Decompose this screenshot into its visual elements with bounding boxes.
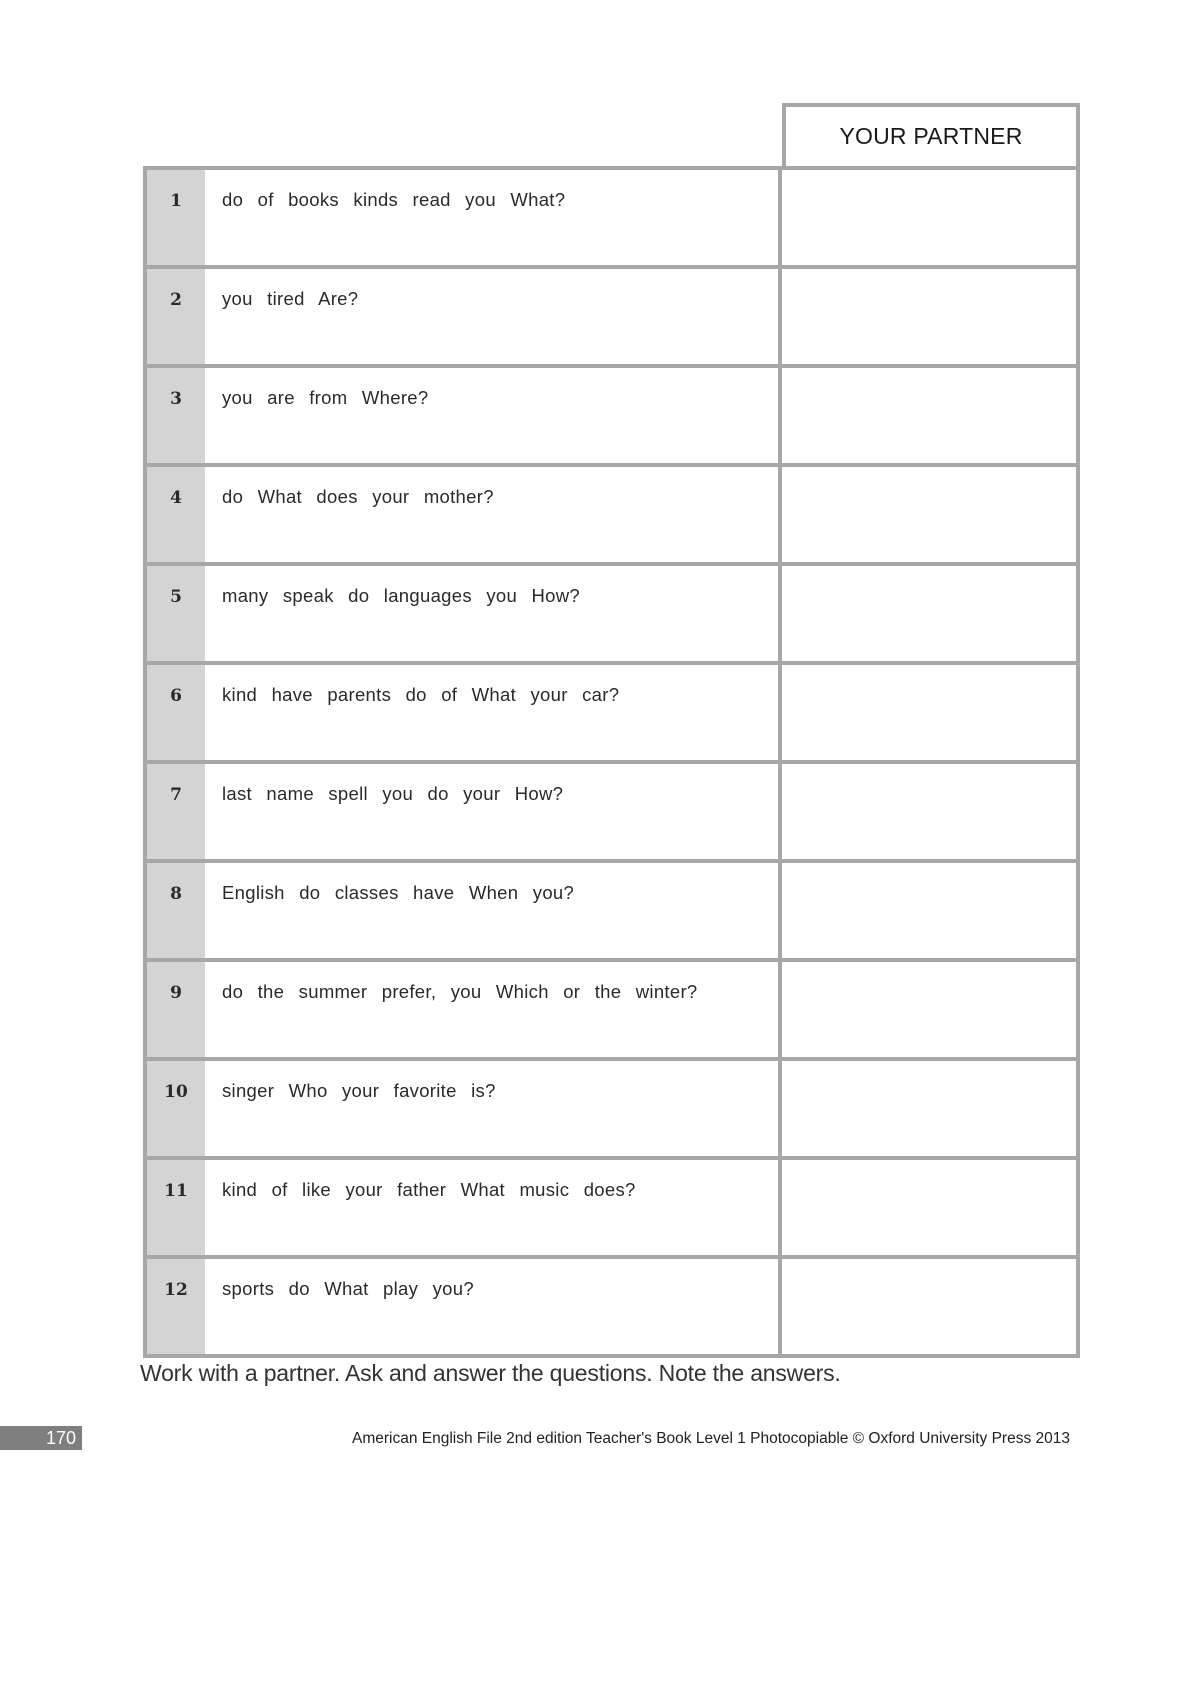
partner-answer-cell[interactable] <box>782 1259 1076 1354</box>
question-number: 12 <box>147 1259 205 1354</box>
scrambled-question-text: you tired Are? <box>205 269 782 364</box>
footer-credit: American English File 2nd edition Teacher's Book Level 1 Photocopiable © Oxford University Press 2013 <box>351 1430 1070 1447</box>
scrambled-question-text: English do classes have When you? <box>205 863 782 958</box>
partner-answer-cell[interactable] <box>782 170 1076 265</box>
question-row-7 <box>147 764 1076 863</box>
question-number: 11 <box>147 1160 205 1255</box>
question-number: 1 <box>147 170 205 265</box>
scrambled-question-text: kind have parents do of What your car? <box>205 665 782 760</box>
scrambled-question-text: do What does your mother? <box>205 467 782 562</box>
question-row-11 <box>147 1160 1076 1259</box>
partner-answer-cell[interactable] <box>782 665 1076 760</box>
question-row-2 <box>147 269 1076 368</box>
question-row-3 <box>147 368 1076 467</box>
partner-answer-cell[interactable] <box>782 863 1076 958</box>
partner-answer-cell[interactable] <box>782 764 1076 859</box>
question-row-12 <box>147 1259 1076 1358</box>
question-row-6 <box>147 665 1076 764</box>
partner-answer-cell[interactable] <box>782 269 1076 364</box>
scrambled-question-text: you are from Where? <box>205 368 782 463</box>
question-number: 7 <box>147 764 205 859</box>
question-number: 10 <box>147 1061 205 1156</box>
question-number: 3 <box>147 368 205 463</box>
partner-answer-cell[interactable] <box>782 467 1076 562</box>
your-partner-header: YOUR PARTNER <box>782 103 1080 166</box>
page-number: 170 <box>0 1426 82 1450</box>
partner-answer-cell[interactable] <box>782 1061 1076 1156</box>
scrambled-question-text: do of books kinds read you What? <box>205 170 782 265</box>
partner-answer-cell[interactable] <box>782 368 1076 463</box>
question-row-1 <box>147 170 1076 269</box>
scrambled-question-text: singer Who your favorite is? <box>205 1061 782 1156</box>
partner-answer-cell[interactable] <box>782 566 1076 661</box>
question-number: 8 <box>147 863 205 958</box>
question-number: 9 <box>147 962 205 1057</box>
scrambled-question-text: do the summer prefer, you Which or the winter? <box>205 962 782 1057</box>
partner-answer-cell[interactable] <box>782 1160 1076 1255</box>
scrambled-question-text: sports do What play you? <box>205 1259 782 1354</box>
scrambled-question-text: many speak do languages you How? <box>205 566 782 661</box>
question-row-4 <box>147 467 1076 566</box>
question-table <box>143 166 1080 1358</box>
question-number: 5 <box>147 566 205 661</box>
question-number: 4 <box>147 467 205 562</box>
question-row-5 <box>147 566 1076 665</box>
question-row-10 <box>147 1061 1076 1160</box>
scrambled-question-text: kind of like your father What music does? <box>205 1160 782 1255</box>
question-number: 6 <box>147 665 205 760</box>
question-row-8 <box>147 863 1076 962</box>
partner-answer-cell[interactable] <box>782 962 1076 1057</box>
scrambled-question-text: last name spell you do your How? <box>205 764 782 859</box>
instructions-text: Work with a partner. Ask and answer the questions. Note the answers. <box>140 1360 841 1386</box>
question-row-9 <box>147 962 1076 1061</box>
question-number: 2 <box>147 269 205 364</box>
